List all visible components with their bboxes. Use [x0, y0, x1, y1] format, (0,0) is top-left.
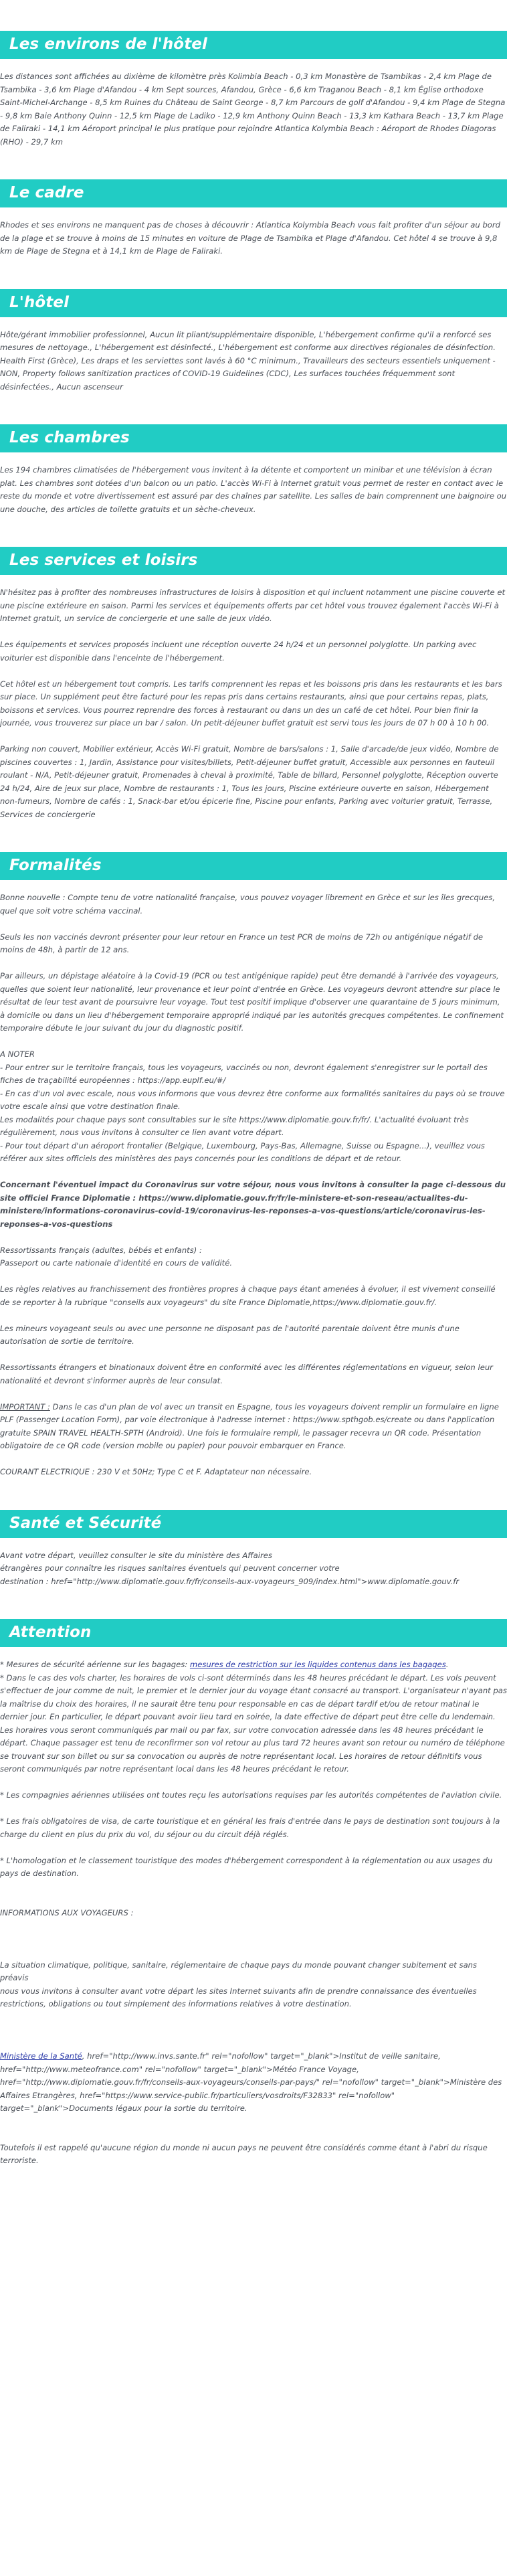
- environs-text: Les distances sont affichées au dixième de kilomètre près Kolimbia Beach - 0,3 km Monastère de Tsambikas - 2,4 km Plage de Tsambika - 3,6 km Plage d'Afandou - 4 km Sept sources, Afandou, Grèce - 6,6 km Traganou Beach - 8,1 km Église orthodoxe Saint-Michel-Archange - 8,5 km Ruines du Château de Saint George - 8,7 km Parcours de golf d'Afandou - 9,4 km Plage de Stegna - 9,8 km Baie Anthony Quinn - 12,5 km Plage de Ladiko - 12,9 km Anthony Quinn Beach - 13,3 km Kathara Beach - 13,7 km Plage de Faliraki - 14,1 km Aéroport principal le plus pratique pour rejoindre Atlantica Kolymbia Beach : Aéroport de Rhodes Diagoras (RHO) - 29,7 km: [0, 72, 506, 147]
- spacer: [0, 1893, 507, 1907]
- section-body: [0, 207, 507, 258]
- section-environs: [0, 0, 507, 149]
- voyageurs-info: [0, 1959, 507, 2011]
- section-title: Formalités: [9, 857, 102, 875]
- section-title: Santé et Sécurité: [9, 1514, 162, 1532]
- useful-links: [0, 2050, 507, 2116]
- section-header: [0, 289, 507, 317]
- documents-heading: Ressortissants français (adultes, bébés et enfants) :: [0, 1245, 202, 1255]
- note-title: A NOTER: [0, 1049, 35, 1059]
- section-header: [0, 547, 507, 575]
- section-title: Les chambres: [9, 429, 130, 447]
- useful-links-text: , href="http://www.invs.sante.fr" rel="nofollow" target="_blank">Institut de veille sanitaire, href="http://www.meteofrance.com" rel="nofollow" target="_blank">Météo France Voyage, href="http://www.diplomatie.gouv.fr/fr/conseils-aux-voyageurs/conseils-par-pays/" rel="nofollow" target="_blank">Ministère des Affaires Etrangères, href="https://www.service-public.fr/particuliers/vosdroits/F32833" rel="nofollow" target="_blank">Documents légaux pour la sortie du territoire.: [0, 2051, 502, 2113]
- spacer: [0, 2128, 507, 2142]
- section-chambres: [0, 394, 507, 516]
- section-title: Attention: [9, 1624, 92, 1642]
- attention-paragraph: * Les compagnies aériennes utilisées ont toutes reçu les autorisations requises par les autorités compétentes de l'aviation civile.: [0, 1790, 502, 1800]
- section-header: [0, 179, 507, 207]
- section-title: Les environs de l'hôtel: [9, 35, 207, 54]
- luggage-text-end: .: [445, 1660, 449, 1669]
- attention-paragraph: * Les frais obligatoires de visa, de carte touristique et en général les frais d'entrée dans le pays de destination sont toujours à la charge du client en plus du prix du vol, du séjour ou du circuit déjà réglés.: [0, 1816, 500, 1839]
- section-header: [0, 424, 507, 452]
- formalites-paragraph: Les mineurs voyageant seuls ou avec une personne ne disposant pas de l'autorité parentale doivent être munis d'une autorisation de sortie de territoire.: [0, 1323, 460, 1346]
- section-sante: [0, 1479, 507, 1589]
- section-body: [0, 1538, 507, 1589]
- attention-paragraph: * Dans le cas des vols charter, les horaires de vols ci-sont déterminés dans les 48 heures précédant le départ. Les vols peuvent s'effectuer de jour comme de nuit, le premier et le dernier jour du voyage étant consacré au transport. L'organisateur n'ayant pas la maîtrise du choix des horaires, il ne saurait être tenu pour responsable en cas de départ tardif et/ou de retour matinal le dernier jour. En particulier, le départ pouvant avoir lieu tard en soirée, la date effective de départ peut être celle du lendemain. Les horaires vous seront communiqués par mail ou par fax, sur votre convocation adressée dans les 48 heures précédant le départ. Chaque passager est tenu de reconfirmer son vol retour au plus tard 72 heures avant son retour ou numéro de téléphone se trouvant sur son billet ou sur sa convocation ou auprès de notre représentant local. Les horaires de retour définitifs vous seront communiqués par notre représentant local dans les 48 heures précédant le retour.: [0, 1672, 507, 1774]
- chambres-text: Les 194 chambres climatisées de l'hébergement vous invitent à la détente et comportent un minibar et une télévision à écran plat. Les chambres sont dotées d'un balcon ou un patio. L'accès Wi-Fi à Internet gratuit vous permet de rester en contact avec le reste du monde et votre divertissement est assuré par des chaînes par satellite. Les salles de bain comprennent une baignoire ou une douche, des articles de toilette gratuits et un sèche-cheveux.: [0, 465, 507, 514]
- terrorism-notice: Toutefois il est rappelé qu'aucune région du monde ni aucun pays ne peuvent être considérés comme étant à l'abri du risque terroriste.: [0, 2142, 488, 2165]
- section-header: [0, 1619, 507, 1647]
- voyageurs-heading: INFORMATIONS AUX VOYAGEURS :: [0, 1907, 134, 1917]
- section-body: [0, 452, 507, 516]
- section-hotel: [0, 258, 507, 394]
- transit-text: Dans le cas d'un plan de vol avec un transit en Espagne, tous les voyageurs doivent remplir un formulaire en ligne PLF (Passenger Location Form), par voie électronique à l'adresse internet : https://www.spthgob.es/create ou dans l'application gratuite SPAIN TRAVEL HEALTH-SPTH (Android). Une fois le formulaire rempli, le passager recevra un QR code. Présentation obligatoire de ce QR code (version mobile ou papier) pour pouvoir embarquer en France.: [0, 1401, 499, 1450]
- sante-line: étrangères pour connaître les risques sanitaires éventuels qui peuvent concerner votre: [0, 1563, 340, 1573]
- spacer: [0, 1933, 507, 1959]
- documents-text: Passeport ou carte nationale d'identité en cours de validité.: [0, 1258, 233, 1268]
- hotel-text: Hôte/gérant immobilier professionnel, Aucun lit pliant/supplémentaire disponible, L'hébergement confirme qu'il a renforcé ses mesures de nettoyage., L'hébergement est désinfecté., L'hébergement est conforme aux directives régionales de désinfection. Health First (Grèce), Les draps et les serviettes sont lavés à 60 °C minimum., Travailleurs des secteurs essentiels uniquement - NON, Property follows sanitization practices of COVID-19 Guidelines (CDC), Les surfaces touchées fréquemment sont désinfectées., Aucun ascenseur: [0, 329, 496, 392]
- section-title: Le cadre: [9, 184, 84, 202]
- section-body: [0, 317, 507, 394]
- services-amenities-list: Parking non couvert, Mobilier extérieur, Accès Wi-Fi gratuit, Nombre de bars/salons : 1, Salle d'arcade/de jeux vidéo, Nombre de piscines couvertes : 1, Jardin, Assistance pour visites/billets, Petit-déjeuner buffet gratuit, Accessible aux personnes en fauteuil roulant - N/A, Petit-déjeuner gratuit, Promenades à cheval à proximité, Table de billard, Personnel polyglotte, Réception ouverte 24 h/24, Aire de jeux sur place, Nombre de restaurants : 1, Tous les jours, Piscine extérieure ouverte en saison, Hébergement non-fumeurs, Nombre de cafés : 1, Snack-bar et/ou épicerie fine, Piscine pour enfants, Parking avec voiturier gratuit, Terrasse, Services de conciergerie: [0, 744, 499, 819]
- sante-line: destination : href="http://www.diplomatie.gouv.fr/fr/conseils-aux-voyageurs_909/index.html">www.diplomatie.gouv.fr: [0, 1576, 460, 1586]
- cadre-text: Rhodes et ses environs ne manquent pas de choses à découvrir : Atlantica Kolymbia Beach vous fait profiter d'un séjour au bord de la plage et se trouve à moins de 15 minutes en voiture de Plage de Tsambika et Plage d'Afandou. Cet hôtel 4 se trouve à 9,8 km de Plage de Stegna et à 14,1 km de Plage de Faliraki.: [0, 220, 501, 256]
- sante-line: Avant votre départ, veuillez consulter le site du ministère des Affaires: [0, 1550, 272, 1560]
- section-formalites: [0, 821, 507, 1479]
- coronavirus-notice: Concernant l'éventuel impact du Coronavirus sur votre séjour, nous vous invitons à consulter la page ci-dessous du site officiel France Diplomatie : https://www.diplomatie.gouv.fr/fr/le-ministere-et-son-reseau/actualites-du-ministere/informations-coronavirus-covid-19/coronavirus-les-reponses-a-vos-questions/article/coronavirus-les-reponses-a-vos-questions: [0, 1180, 506, 1229]
- important-label: IMPORTANT :: [0, 1401, 50, 1411]
- services-paragraph: N'hésitez pas à profiter des nombreuses infrastructures de loisirs à disposition et qui incluent notamment une piscine couverte et une piscine extérieure en saison. Parmi les services et équipements offerts par cet hôtel vous trouvez également l'accès Wi-Fi à Internet gratuit, un service de conciergerie et une salle de jeux vidéo.: [0, 588, 506, 623]
- documents-block: [0, 1244, 507, 1270]
- note-block: [0, 1048, 507, 1166]
- transit-notice: [0, 1401, 507, 1453]
- formalites-paragraph: Les règles relatives au franchissement des frontières propres à chaque pays étant amenées à évoluer, il est vivement conseillé de se reporter à la rubrique "conseils aux voyageurs" du site France Diplomatie,https://www.diplomatie.gouv.fr/.: [0, 1284, 496, 1307]
- section-cadre: [0, 149, 507, 258]
- section-body: [0, 880, 507, 1479]
- electric-current: COURANT ELECTRIQUE : 230 V et 50Hz; Type C et F. Adaptateur non nécessaire.: [0, 1467, 312, 1476]
- note-line: - Pour entrer sur le territoire français, tous les voyageurs, vaccinés ou non, devront également s'enregistrer sur le portail des fiches de traçabilité européennes : https://app.euplf.eu/#/: [0, 1062, 488, 1085]
- section-title: Les services et loisirs: [9, 551, 198, 570]
- spacer: [0, 1802, 507, 1816]
- voyageurs-line: La situation climatique, politique, sanitaire, réglementaire de chaque pays du monde pouvant changer subitement et sans préavis: [0, 1960, 478, 1982]
- liquids-restriction-link[interactable]: mesures de restriction sur les liquides contenus dans les bagages: [189, 1660, 446, 1669]
- section-body: [0, 59, 507, 149]
- note-line: Les modalités pour chaque pays sont consultables sur le site https://www.diplomatie.gouv.fr/fr/. L'actualité évoluant très régulièrement, nous vous invitons à consulter ce lien avant votre départ.: [0, 1114, 469, 1137]
- section-header: [0, 852, 507, 880]
- formalites-paragraph: Bonne nouvelle : Compte tenu de votre nationalité française, vous pouvez voyager librement en Grèce et sur les îles grecques, quel que soit votre schéma vaccinal.: [0, 893, 496, 916]
- section-body: [0, 1647, 507, 2168]
- spacer: [0, 2024, 507, 2050]
- services-paragraph: Les équipements et services proposés incluent une réception ouverte 24 h/24 et un personnel polyglotte. Un parking avec voiturier est disponible dans l'enceinte de l'hébergement.: [0, 640, 477, 663]
- section-title: L'hôtel: [9, 293, 70, 311]
- services-paragraph: Cet hôtel est un hébergement tout compris. Les tarifs comprennent les repas et les boissons pris dans les restaurants et les bars sur place. Un supplément peut être facturé pour les repas pris dans certains restaurants, ainsi que pour certains repas, plats, boissons et services. Vous pourrez reprendre des forces à restaurant ou dans un des un café de cet hôtel. Pour bien finir la journée, vous trouverez sur place un bar / salon. Un petit-déjeuner buffet gratuit est servi tous les jours de 07 h 00 à 10 h 00.: [0, 679, 502, 727]
- attention-luggage: [0, 1658, 507, 1672]
- note-line: - En cas d'un vol avec escale, nous vous informons que vous devrez être conforme aux formalités sanitaires du pays où se trouve votre escale ainsi que votre destination finale.: [0, 1088, 505, 1111]
- attention-paragraph: * L'homologation et le classement touristique des modes d'hébergement correspondent à la réglementation ou aux usages du pays de destination.: [0, 1855, 493, 1878]
- section-services: [0, 516, 507, 821]
- formalites-paragraph: Ressortissants étrangers et binationaux doivent être en conformité avec les différentes réglementations en vigueur, selon leur nationalité et devront s'informer auprès de leur consulat.: [0, 1363, 493, 1385]
- section-header: [0, 1510, 507, 1538]
- ministere-sante-link[interactable]: Ministère de la Santé: [0, 2051, 82, 2061]
- section-body: [0, 575, 507, 821]
- luggage-text: * Mesures de sécurité aérienne sur les bagages:: [0, 1660, 190, 1669]
- formalites-paragraph: Par ailleurs, un dépistage aléatoire à la Covid-19 (PCR ou test antigénique rapide) peut être demandé à l'arrivée des voyageurs, quelles que soient leur nationalité, leur provenance et leur point d'entrée en Grèce. Les voyageurs devront attendre sur place le résultat de leur test avant de poursuivre leur voyage. Tout test positif implique d'observer une quarantaine de 5 jours minimum, à domicile ou dans un lieu d'hébergement temporaire approprié indiqué par les autorités grecques compétentes. Le confinement temporaire débute le jour suivant du jour du diagnostic positif.: [0, 971, 504, 1033]
- formalites-paragraph: Seuls les non vaccinés devront présenter pour leur retour en France un test PCR de moins de 72h ou antigénique négatif de moins de 48h, à partir de 12 ans.: [0, 932, 484, 954]
- section-header: [0, 31, 507, 59]
- note-line: - Pour tout départ d'un aéroport frontalier (Belgique, Luxembourg, Pays-Bas, Allemagne, Suisse ou Espagne...), veuillez vous référer aux sites officiels des ministères des pays concernés pour les conditions de départ et de retour.: [0, 1140, 485, 1163]
- voyageurs-line: nous vous invitons à consulter avant votre départ les sites Internet suivants afin de prendre connaissance des éventuelles restrictions, obligations ou tout simplement des informations relatives à votre destination.: [0, 1986, 477, 2008]
- section-attention: [0, 1588, 507, 2168]
